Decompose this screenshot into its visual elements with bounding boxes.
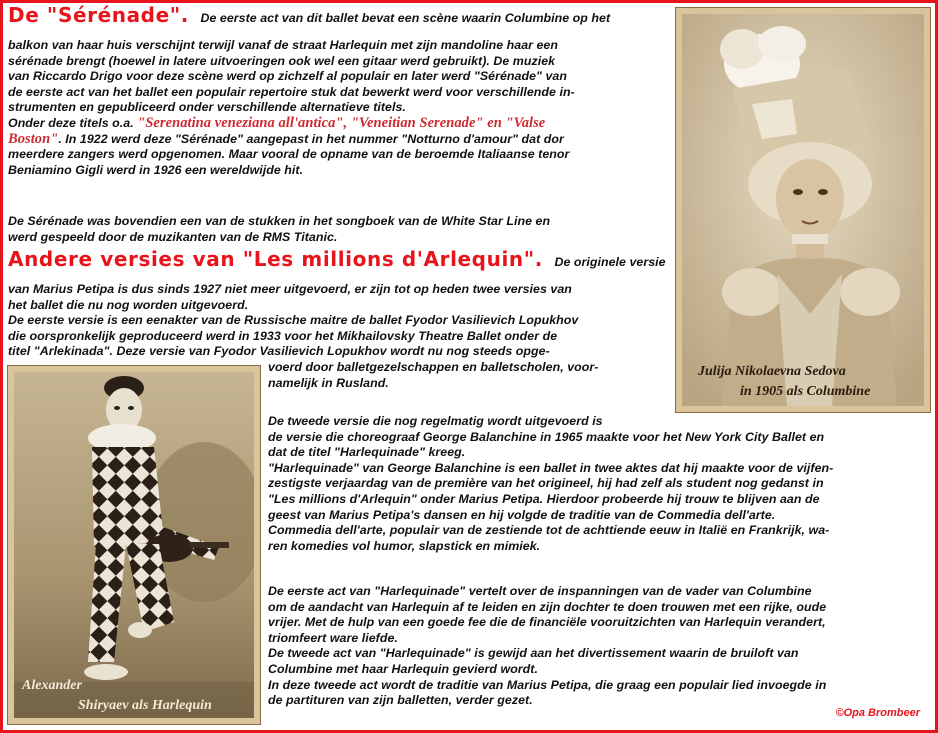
harlequin-caption-2: Shiryaev als Harlequin [78, 698, 212, 713]
text-line: die oorspronkelijk geproduceerd werd in 1933 voor het Mikhailovsky Theatre Ballet onder de [8, 328, 558, 343]
text-line: "Harlequinade" van George Balanchine is een ballet in twee aktes dat hij maakte voor de vijfen- [268, 460, 834, 475]
text-line: sérénade brengt (hoewel in latere uitvoeringen ook wel een gitaar werd gebruikt). De muziek [8, 53, 556, 68]
harlequin-caption-1: Alexander [22, 678, 82, 693]
text-line: balkon van haar huis verschijnt terwijl vanaf de straat Harlequin met zijn mandoline haar een [8, 38, 558, 52]
text-line: om de aandacht van Harlequin af te leiden en zijn dochter te doen trouwen met een rijke, oude [268, 599, 827, 614]
columbine-caption-2: in 1905 als Columbine [740, 384, 871, 399]
harlequinade-acts-paragraph [268, 584, 826, 709]
section2-first-line: De originele versie [554, 255, 666, 269]
section1-first-line: De eerste act van dit ballet bevat een scène waarin Columbine op het [200, 11, 611, 25]
text-line: De eerste act van "Harlequinade" vertelt over de inspanningen van de vader van Columbine [268, 584, 812, 598]
text-line: voerd door balletgezelschappen en balletscholen, voor- [268, 360, 599, 374]
harlequin-photo [8, 366, 260, 724]
text-line: strumenten en gepubliceerd onder verschillende alternatieve titels. [8, 100, 406, 115]
section2-body [8, 282, 578, 360]
alt-titles: "Serenatina veneziana all'antica", "Veneitian Serenade" en "Valse [137, 114, 546, 131]
text-line: De tweede versie die nog regelmatig wordt uitgevoerd is [268, 414, 603, 428]
columbine-photo [676, 8, 930, 412]
titles-line [8, 116, 575, 132]
text-line: Columbine met haar Harlequin gevierd wordt. [268, 661, 538, 676]
columbine-portrait-icon [682, 14, 924, 406]
text-line: namelijk in Rusland. [268, 375, 389, 390]
text-line: werd gespeeld door de muzikanten van de RMS Titanic. [8, 229, 338, 244]
text-line: vrijer. Met de hulp van een goede fee die de financiële vooruitzichten van Harlequin verandert, [268, 615, 826, 630]
section1-body [8, 38, 575, 178]
narrow-paragraph [268, 360, 598, 391]
alt-titles-cont: Boston" [8, 130, 59, 147]
titles-line-2 [8, 132, 575, 148]
balanchine-paragraph [268, 414, 833, 554]
versions-heading: Andere versies van "Les millions d'Arlequin". [8, 247, 543, 271]
text-line: geest van Marius Petipa's dansen en hij volgde de traditie van de Commedia dell'arte. [268, 507, 776, 522]
text-line: triomfeert ware liefde. [268, 630, 398, 645]
text-line: Commedia dell'arte, populair van de zestiende tot de achttiende eeuw in Italië en Frankrijk, wa- [268, 523, 830, 538]
columbine-caption-1: Julija Nikolaevna Sedova [698, 364, 846, 379]
text-line: de versie die choreograaf George Balanchine in 1965 maakte voor het New York City Ballet en [268, 429, 825, 444]
text-line: van Marius Petipa is dus sinds 1927 niet meer uitgevoerd, er zijn tot op heden twee versies van [8, 282, 572, 296]
text-line: De eerste versie is een eenakter van de Russische maitre de ballet Fyodor Vasilievich Lopukhov [8, 313, 579, 328]
text-line: de eerste act van het ballet een populair repertoire stuk dat bewerkt werd voor verschillende in- [8, 84, 575, 99]
text-line: titel "Arlekinada". Deze versie van Fyodor Vasilievich Lopukhov wordt nu nog steeds opge- [8, 344, 550, 359]
section2-header-row [8, 247, 666, 271]
text-line: De tweede act van "Harlequinade" is gewijd aan het divertissement waarin de bruiloft van [268, 646, 799, 661]
harlequin-dancer-icon [14, 372, 254, 718]
text-line: zestigste verjaardag van de première van het origineel, hij had zelf als student nog gedanst in [268, 476, 824, 491]
text-line: In deze tweede act wordt de traditie van Marius Petipa, die graag een populair lied invoegde in [268, 677, 827, 692]
text-line: van Riccardo Drigo voor deze scène werd op zichzelf al populair en later werd "Sérénade" van [8, 69, 567, 84]
text-line: de partituren van zijn balletten, verder gezet. [268, 693, 533, 708]
titles-intro: Onder deze titels o.a. [8, 115, 138, 130]
text-line: ren komedies vol humor, slapstick en mimiek. [268, 538, 541, 553]
serenade-heading: De "Sérénade". [8, 3, 189, 27]
text-line: meerdere zangers werd opgenomen. Maar vooral de opname van de beroemde Italiaanse tenor [8, 147, 570, 162]
text-line: "Les millions d'Arlequin" onder Marius Petipa. Hierdoor probeerde hij trouw te blijven aan de [268, 491, 820, 506]
text-line: dat de titel "Harlequinade" kreeg. [268, 445, 466, 460]
text-line: De Sérénade was bovendien een van de stukken in het songboek van de White Star Line en [8, 214, 551, 228]
section1-header-row [8, 3, 611, 27]
notturno-text: . In 1922 werd deze "Sérénade" aangepast in het nummer "Notturno d'amour" dat dor [58, 131, 564, 146]
text-line: het ballet die nu nog worden uitgevoerd. [8, 297, 249, 312]
copyright-mark: ©Opa Brombeer [835, 707, 920, 719]
titanic-paragraph [8, 214, 550, 245]
text-line: Beniamino Gigli werd in 1926 een wereldwijde hit. [8, 162, 304, 177]
